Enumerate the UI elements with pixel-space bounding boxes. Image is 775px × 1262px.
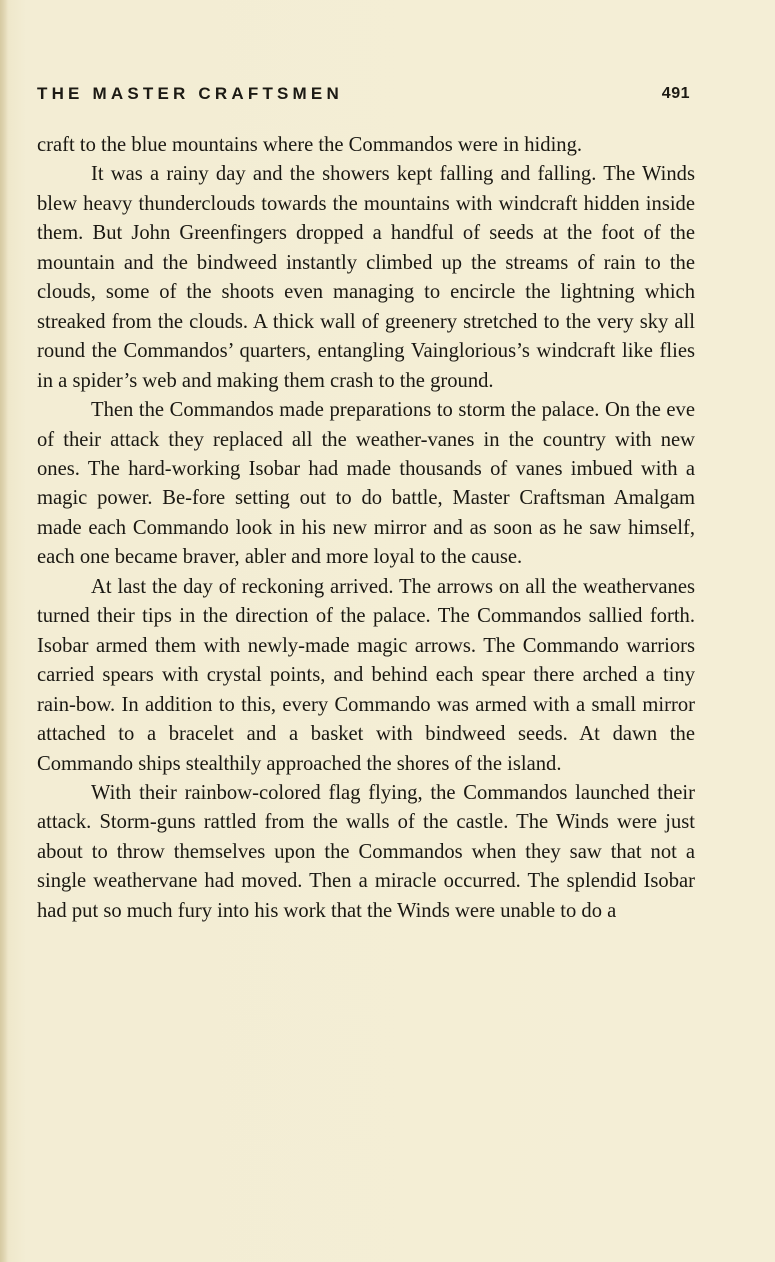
spine-shadow: [0, 0, 8, 1262]
paragraph: craft to the blue mountains where the Commandos were in hiding.: [37, 134, 583, 156]
body-text: [37, 131, 695, 926]
paragraph: It was a rainy day and the showers kept falling and falling. The Winds blew heavy thunderclouds towards the mountains with windcraft hidden inside them. But John Greenfingers dropped a handful of seeds at the foot of the mountain and the bindweed instantly climbed up the streams of rain to the clouds, some of the shoots even managing to encircle the lightning which streaked from the clouds. A thick wall of greenery stretched to the very sky all round the Commandos’ quarters, entangling Vainglorious’s windcraft like flies in a spider’s web and making them crash to the ground.: [37, 163, 695, 392]
paragraph: With their rainbow-colored flag flying, the Commandos launched their attack. Storm-guns rattled from the walls of the castle. The Winds were just about to throw themselves upon the Commandos when they saw that not a single weathervane had moved. Then a miracle occurred. The splendid Isobar had put so much fury into his work that the Winds were unable to do a: [37, 781, 695, 922]
running-head: THE MASTER CRAFTSMEN: [37, 84, 343, 103]
page-header: [37, 84, 690, 108]
page-number: 491: [661, 85, 690, 102]
paragraph: At last the day of reckoning arrived. The arrows on all the weathervanes turned their tips in the direction of the palace. The Commandos sallied forth. Isobar armed them with newly-made magic arrows. The Commando warriors carried spears with crystal points, and behind each spear there arched a tiny rain-bow. In addition to this, every Commando was armed with a small mirror attached to a bracelet and a basket with bindweed seeds. At dawn the Commando ships stealthily approached the shores of the island.: [37, 575, 695, 775]
paragraph: Then the Commandos made preparations to storm the palace. On the eve of their attack they replaced all the weather-vanes in the country with new ones. The hard-working Isobar had made thousands of vanes imbued with a magic power. Be-fore setting out to do battle, Master Craftsman Amalgam made each Commando look in his new mirror and as soon as he saw himself, each one became braver, abler and more loyal to the cause.: [37, 399, 695, 569]
